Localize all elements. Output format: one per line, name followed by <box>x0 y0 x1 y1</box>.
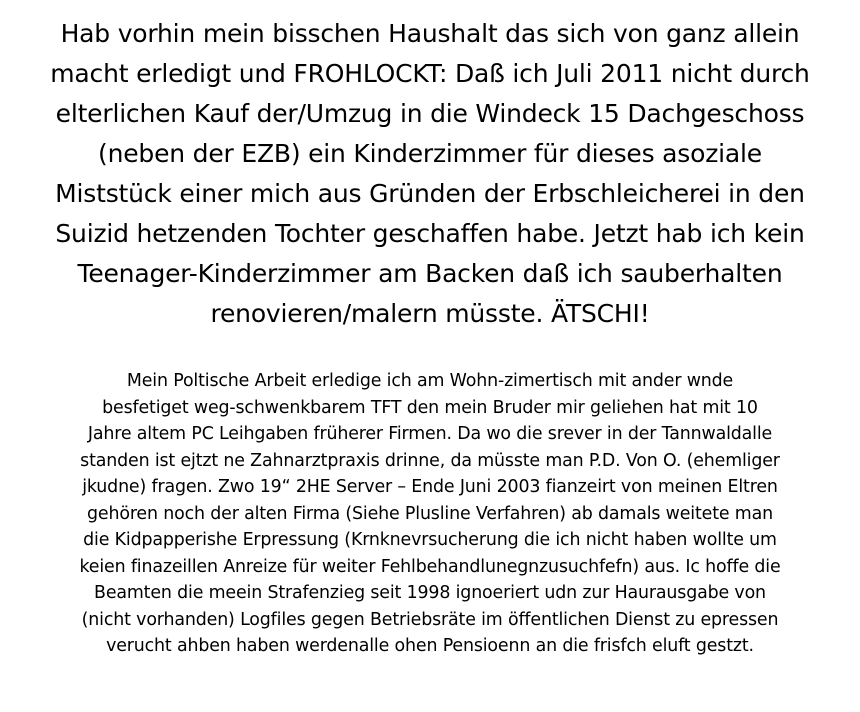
body-line: standen ist ejtzt ne Zahnarztpraxis drinne, da müsste man P.D. Von O. (ehemliger <box>80 450 780 471</box>
body-line: (nicht vorhanden) Logfiles gegen Betriebsräte im öffentlichen Dienst zu epressen <box>81 609 779 630</box>
heading-line: (neben der EZB) ein Kinderzimmer für dieses asoziale <box>98 139 762 168</box>
heading-line: Hab vorhin mein bisschen Haushalt das sich von ganz allein <box>60 19 800 48</box>
heading-text-block <box>6 14 854 334</box>
body-line: Jahre altem PC Leihgaben früherer Firmen. Da wo die srever in der Tannwaldalle <box>87 424 773 444</box>
body-text-block <box>4 368 856 660</box>
body-line: verucht ahben haben werdenalle ohen Pensioenn an die frisfch eluft gestzt. <box>106 636 754 656</box>
heading-line: macht erledigt und FROHLOCKT: Daß ich Juli 2011 nicht durch <box>50 59 810 88</box>
heading-line: Suizid hetzenden Tochter geschaffen habe. Jetzt hab ich kein <box>55 219 805 248</box>
heading-line: Teenager-Kinderzimmer am Backen daß ich sauberhalten <box>77 259 783 288</box>
body-line: besfetiget weg-schwenkbarem TFT den mein Bruder mir geliehen hat mit 10 <box>102 397 758 418</box>
heading-line: elterlichen Kauf der/Umzug in die Windeck 15 Dachgeschoss <box>55 99 805 128</box>
body-line: die Kidpapperishe Erpressung (Krnknevrsucherung die ich nicht haben wollte um <box>83 530 777 550</box>
heading-line: renovieren/malern müsste. ÄTSCHI! <box>210 299 650 328</box>
body-line: keien finazeillen Anreize für weiter Fehlbehandlunegnzusuchfefn) aus. Ic hoffe die <box>79 556 781 577</box>
body-line: Beamten die meein Strafenzieg seit 1998 ignoeriert udn zur Haurausgabe von <box>94 583 766 603</box>
heading-line: Miststück einer mich aus Gründen der Erbschleicherei in den <box>55 179 805 208</box>
body-line: jkudne) fragen. Zwo 19“ 2HE Server – Ende Juni 2003 fianzeirt von meinen Eltren <box>82 477 778 497</box>
body-line: Mein Poltische Arbeit erledige ich am Wohn-zimertisch mit ander wnde <box>126 371 734 391</box>
body-line: gehören noch der alten Firma (Siehe Plusline Verfahren) ab damals weitete man <box>87 503 773 524</box>
